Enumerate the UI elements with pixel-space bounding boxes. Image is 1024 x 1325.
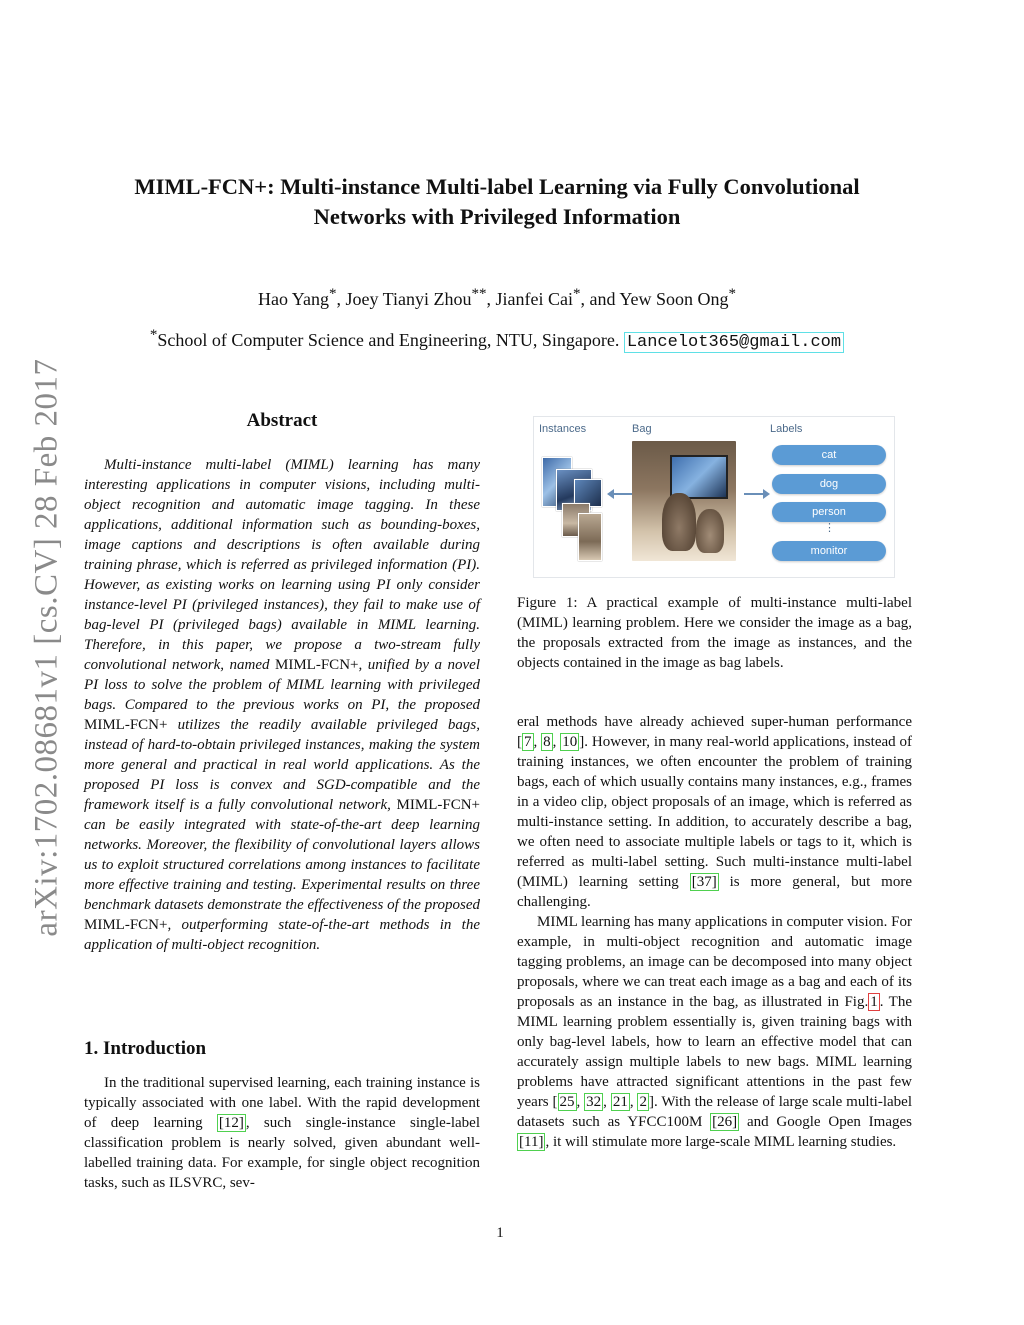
citation-link[interactable]: [12] bbox=[218, 1115, 244, 1131]
arrow-to-instances bbox=[612, 493, 632, 495]
figure-label-instances: Instances bbox=[539, 423, 587, 435]
label-pill-monitor: monitor bbox=[772, 541, 886, 561]
text: MIML learning has many applications in computer vision. For example, in multi-object recognition and automatic image tagging problems, an image can be decomposed into many object proposals, where we can treat each image as a bag and each of its proposals as an instance in the bag, as illustrated in Fig. bbox=[517, 914, 912, 1010]
separator: , bbox=[552, 734, 561, 750]
method-name: MIML-FCN+ bbox=[275, 657, 359, 673]
citation-link[interactable]: 21 bbox=[612, 1094, 628, 1110]
text: and Google Open Images bbox=[739, 1114, 912, 1130]
cat-silhouette bbox=[662, 493, 696, 551]
intro-text-1: In the traditional supervised learning, each training instance is typically associated with one label. With the rapid development of deep learning bbox=[84, 1075, 480, 1131]
title-line-2: Networks with Privileged Information bbox=[313, 204, 681, 229]
introduction-body bbox=[84, 1073, 480, 1193]
separator: , bbox=[629, 1094, 638, 1110]
abstract-text-3: utilizes the readily available privileged bags, instead of hard-to-obtain privileged instances, making the system more general and practical in real world applications. As the proposed PI loss is convex and SGD-compatible and the framework itself is a fully convolutional network, bbox=[84, 717, 480, 813]
abstract-text-5: , outperforming state-of-the-art methods in the application of multi-object recognition. bbox=[84, 917, 480, 953]
author-3-mark: * bbox=[573, 286, 581, 302]
abstract-text-4: can be easily integrated with state-of-the-art deep learning networks. Moreover, the flexibility of convolutional layers allows us to exploit structured correlations among instances to facilitate more effective training and testing. Experimental results on three benchmark datasets demonstrate the effectiveness of the proposed bbox=[84, 817, 480, 913]
citation-link[interactable]: [37] bbox=[691, 874, 717, 890]
author-4: , and Yew Soon Ong bbox=[580, 289, 729, 309]
separator: , bbox=[603, 1094, 611, 1110]
arxiv-identifier: arXiv:1702.08681v1 [cs.CV] 28 Feb 2017 bbox=[28, 358, 65, 937]
method-name: MIML-FCN+ bbox=[84, 917, 168, 933]
figure-label-labels: Labels bbox=[770, 423, 803, 435]
paper-title bbox=[90, 172, 904, 232]
method-name: MIML-FCN+ bbox=[396, 797, 480, 813]
separator: , bbox=[533, 734, 542, 750]
author-email-link[interactable]: Lancelot365@gmail.com bbox=[624, 332, 844, 353]
page-number: 1 bbox=[496, 1225, 504, 1241]
author-3: , Jianfei Cai bbox=[486, 289, 573, 309]
citation-link[interactable]: 2 bbox=[639, 1094, 647, 1110]
author-list bbox=[90, 286, 904, 310]
figure-1 bbox=[533, 416, 895, 578]
abstract-heading: Abstract bbox=[246, 410, 318, 431]
title-line-1: MIML-FCN+: Multi-instance Multi-label Learning via Fully Convolutional bbox=[134, 174, 860, 199]
author-2: , Joey Tianyi Zhou bbox=[336, 289, 472, 309]
instance-thumbnail bbox=[578, 513, 602, 561]
citation-link[interactable]: [11] bbox=[519, 1134, 544, 1150]
citation-link[interactable]: 25 bbox=[559, 1094, 575, 1110]
intro-text-2: , such single-instance single-label classification problem is nearly solved, given abundant well-labelled training data. For example, for single object recognition tasks, such as ILSVRC, sev- bbox=[84, 1115, 480, 1191]
arrow-to-labels bbox=[744, 493, 764, 495]
figure-label-bag: Bag bbox=[632, 423, 652, 435]
abstract-text-1: Multi-instance multi-label (MIML) learning has many interesting applications in computer visions, including multi-object recognition and automatic image tagging. In these applications, additional information such as bounding-boxes, image captions and descriptions is often available during training phrase, which is referred as privileged information (PI). However, as existing works on learning using PI only consider instance-level PI (privileged instances), they fail to make use of bag-level PI (privileged bags) available in MIML learning. Therefore, in this paper, we propose a two-stream fully convolutional network, named bbox=[84, 457, 480, 673]
author-2-mark: ** bbox=[471, 286, 487, 302]
arrow-head-right-icon bbox=[763, 489, 770, 499]
bag-image bbox=[632, 441, 736, 561]
affiliation bbox=[90, 327, 904, 352]
citation-link[interactable]: 32 bbox=[586, 1094, 602, 1110]
abstract-text-2: , unified by a novel PI loss to solve the problem of MIML learning with privileged bags. Compared to the previous works on PI, the proposed bbox=[84, 657, 480, 713]
citation-link[interactable]: 10 bbox=[562, 734, 578, 750]
citation-link[interactable]: 7 bbox=[524, 734, 532, 750]
author-1-mark: * bbox=[328, 286, 337, 302]
text: ]. However, in many real-world applications, instead of training instances, we often encounter the problem of training bags, each of which usually contains many instances, e.g., frames in a video clip, object proposals of an image, which is referred as multi-instance setting. In addition, to accurately describe a bag, we often need to associate multiple labels or tags to it, which is referred as multi-label setting. Such multi-instance multi-label (MIML) learning setting bbox=[517, 734, 913, 890]
author-1: Hao Yang bbox=[257, 289, 329, 309]
citation-link[interactable]: [26] bbox=[712, 1114, 738, 1130]
affiliation-mark: * bbox=[149, 327, 158, 343]
separator: , bbox=[576, 1094, 585, 1110]
section-heading-introduction: 1. Introduction bbox=[84, 1038, 207, 1059]
method-name: MIML-FCN+ bbox=[84, 717, 168, 733]
paragraph bbox=[517, 712, 912, 912]
arxiv-sidebar-stamp bbox=[22, 345, 72, 950]
figure-1-caption: Figure 1: A practical example of multi-instance multi-label (MIML) learning problem. Here we consider the image as a bag, the proposals extracted from the image as instances, and the objects contained in the image as bag labels. bbox=[517, 595, 912, 671]
abstract-body bbox=[84, 455, 480, 955]
label-ellipsis: ⋮ bbox=[824, 522, 835, 534]
author-4-mark: * bbox=[728, 286, 737, 302]
text: , it will stimulate more large-scale MIML learning studies. bbox=[545, 1134, 897, 1150]
text: eral methods have already achieved super-human performance [ bbox=[517, 714, 912, 750]
label-pill-person: person bbox=[772, 502, 886, 522]
introduction-body-continued bbox=[517, 712, 912, 1152]
cat-silhouette bbox=[696, 509, 724, 553]
text: ]. With the release of large scale multi-label datasets such as YFCC100M bbox=[517, 1094, 912, 1130]
label-pill-dog: dog bbox=[772, 474, 886, 494]
affiliation-text: School of Computer Science and Engineering, NTU, Singapore. bbox=[157, 330, 620, 350]
arrow-head-left-icon bbox=[607, 489, 614, 499]
text: . The MIML learning problem essentially is, given training bags with only bag-level labels, how to learn an effective model that can accurately assign multiple labels to new bags. MIML learning problems have attracted significant attentions in the past few years [ bbox=[517, 994, 912, 1110]
text: is more general, but more challenging. bbox=[517, 874, 912, 910]
paragraph bbox=[517, 912, 912, 1152]
label-pill-cat: cat bbox=[772, 445, 886, 465]
citation-link[interactable]: 8 bbox=[543, 734, 551, 750]
figure-reference-link[interactable]: 1 bbox=[870, 994, 878, 1010]
